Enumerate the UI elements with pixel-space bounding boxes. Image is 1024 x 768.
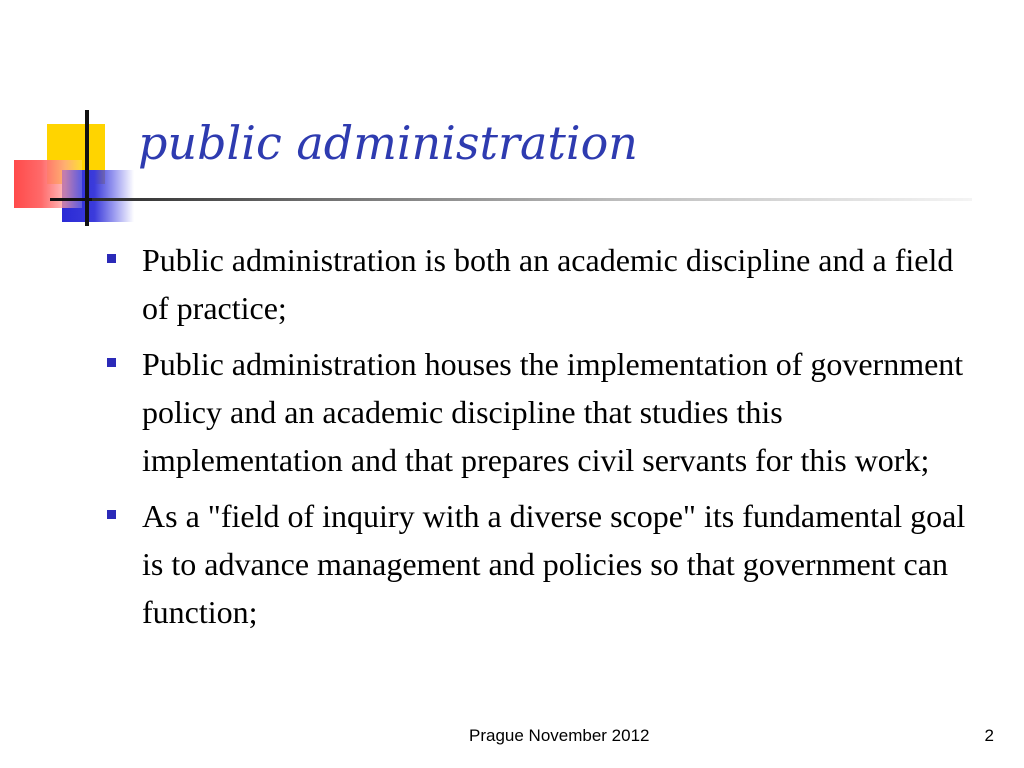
logo-vertical-line xyxy=(85,110,89,226)
footer-text: Prague November 2012 xyxy=(469,726,650,745)
bullet-item xyxy=(100,236,980,332)
bullet-item xyxy=(100,340,980,484)
bullet-item xyxy=(100,492,980,636)
logo-horizontal-line xyxy=(50,198,92,201)
bullet-list xyxy=(100,236,980,644)
bullet-text: Public administration is both an academic discipline and a field of practice; xyxy=(142,242,954,326)
bullet-marker-icon xyxy=(107,358,116,367)
bullet-marker-icon xyxy=(107,510,116,519)
slide-title: public administration xyxy=(138,116,638,170)
bullet-text: Public administration houses the implementation of government policy and an academic discipline that studies this implementation and that prepares civil servants for this work; xyxy=(142,346,964,478)
title-underline xyxy=(92,198,972,201)
decorative-logo xyxy=(0,0,140,240)
bullet-marker-icon xyxy=(107,254,116,263)
page-number: 2 xyxy=(984,726,994,745)
bullet-text: As a "field of inquiry with a diverse scope" its fundamental goal is to advance management and policies so that government can function; xyxy=(142,498,966,630)
